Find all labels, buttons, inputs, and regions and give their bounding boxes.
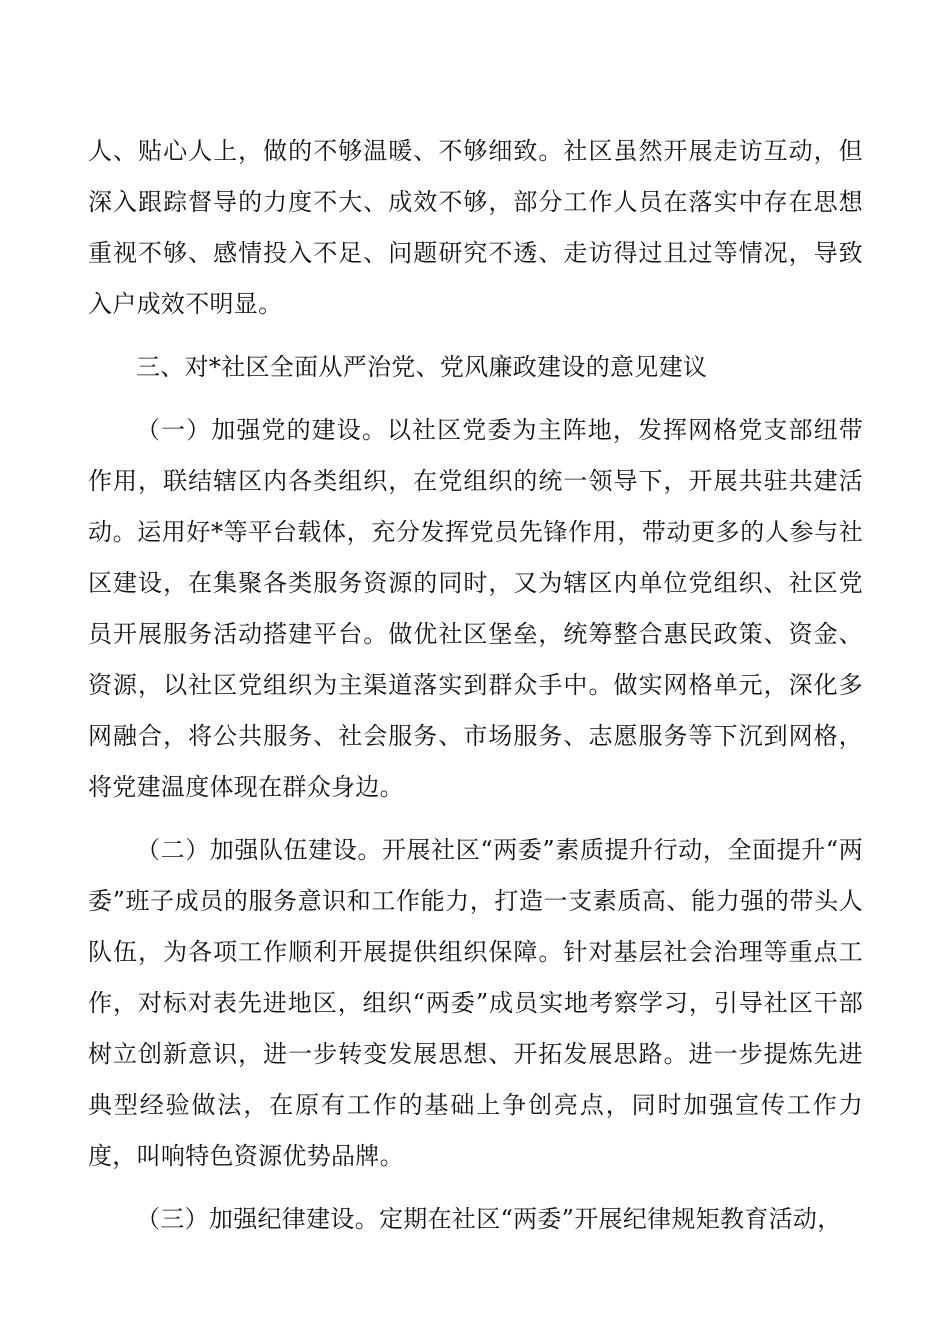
document-page — [88, 126, 863, 1245]
paragraph-team-building: （二）加强队伍建设。开展社区“两委”素质提升行动，全面提升“两委”班子成员的服务意识和工作能力，打造一支素质高、能力强的带头人队伍，为各项工作顺利开展提供组织保障。针对基层社会治理等重点工作，对标对表先进地区，组织“两委”成员实地考察学习，引导社区干部树立创新意识，进一步转变发展思想、开拓发展思路。进一步提炼先进典型经验做法，在原有工作的基础上争创亮点，同时加强宣传工作力度，叫响特色资源优势品牌。 — [88, 836, 863, 1170]
paragraph-discipline-building: （三）加强纪律建设。定期在社区“两委”开展纪律规矩教育活动， — [136, 1205, 842, 1233]
paragraph-continuation: 人、贴心人上，做的不够温暖、不够细致。社区虽然开展走访互动，但深入跟踪督导的力度不大、成效不够，部分工作人员在落实中存在思想重视不够、感情投入不足、问题研究不透、走访得过且过等情况，导致入户成效不明显。 — [88, 137, 863, 318]
paragraph-party-building: （一）加强党的建设。以社区党委为主阵地，发挥网格党支部纽带作用，联结辖区内各类组织，在党组织的统一领导下，开展共驻共建活动。运用好*等平台载体，充分发挥党员先锋作用，带动更多的人参与社区建设，在集聚各类服务资源的同时，又为辖区内单位党组织、社区党员开展服务活动搭建平台。做优社区堡垒，统筹整合惠民政策、资金、资源，以社区党组织为主渠道落实到群众手中。做实网格单元，深化多网融合，将公共服务、社会服务、市场服务、志愿服务等下沉到网格，将党建温度体现在群众身边。 — [88, 416, 863, 801]
section-heading: 三、对*社区全面从严治党、党风廉政建设的意见建议 — [136, 353, 708, 381]
